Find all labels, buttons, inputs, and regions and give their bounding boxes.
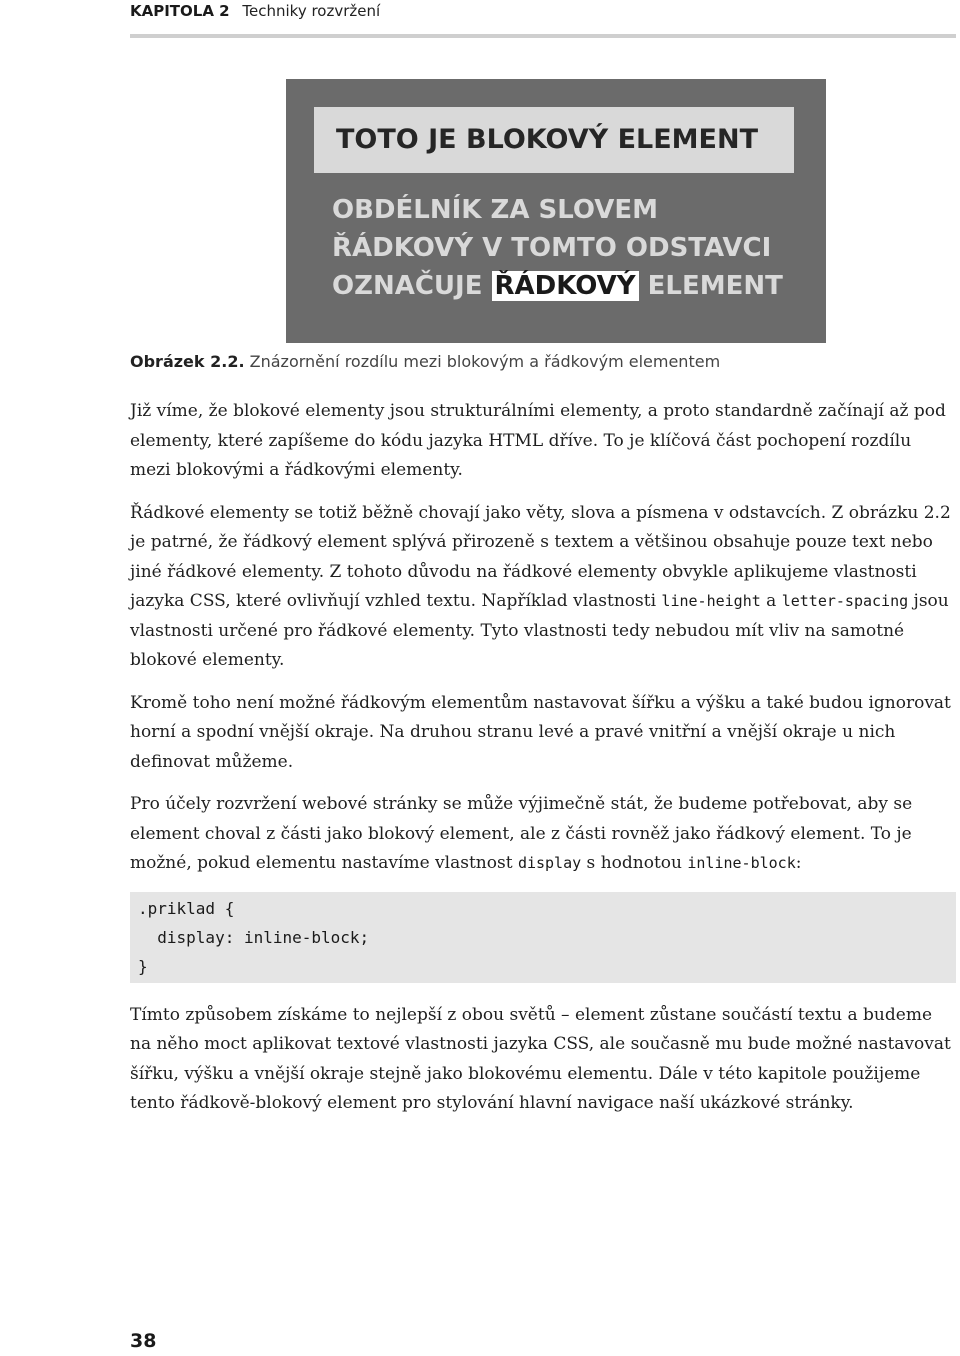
- inline-element-demo: [332, 191, 812, 305]
- page-number: 38: [130, 1330, 157, 1352]
- inline-line-2: ŘÁDKOVÝ V TOMTO ODSTAVCI: [332, 233, 772, 263]
- paragraph-1: Již víme, že blokové elementy jsou strukturálními elementy, a proto standardně začínají až pod elementy, které zapíšeme do kódu jazyka HTML dříve. To je klíčová část pochopení rozdílu mezi blokovými a řádkovými elementy.: [130, 401, 946, 480]
- paragraph-2: [130, 499, 956, 676]
- inline-line-1: OBDÉLNÍK ZA SLOVEM: [332, 195, 659, 225]
- figure-illustration: [286, 79, 826, 343]
- paragraph-4: [130, 790, 956, 879]
- inline-code-letter-spacing: letter-spacing: [781, 592, 909, 610]
- body-text: [130, 397, 956, 1132]
- caption-number: Obrázek 2.2.: [130, 352, 245, 371]
- paragraph-2-text-b: a: [760, 591, 782, 611]
- paragraph-5: Tímto způsobem získáme to nejlepší z obou světů – element zůstane součástí textu a budeme na něho moct aplikovat textové vlastnosti jazyka CSS, ale současně mu bude možné nastavovat šířku, výšku a vnější okraje stejně jako blokovému elementu. Dále v této kapitole použijeme tento řádkově-blokový element pro stylování hlavní navigace naší ukázkové stránky.: [130, 1004, 951, 1113]
- caption-text: Znázornění rozdílu mezi blokovým a řádkovým elementem: [249, 352, 721, 371]
- inline-highlight: ŘÁDKOVÝ: [492, 271, 639, 301]
- block-element-demo: TOTO JE BLOKOVÝ ELEMENT: [314, 107, 794, 173]
- paragraph-4-text-a: Pro účely rozvržení webové stránky se může výjimečně stát, že budeme potřebovat, aby se element choval z části jako blokový element, ale z části rovněž jako řádkový element. To je možné, pokud elementu nastavíme vlastnost: [130, 794, 913, 873]
- inline-code-line-height: line-height: [661, 592, 761, 610]
- paragraph-2-text-c: jsou vlastnosti určené pro řádkové elementy. Tyto vlastnosti tedy nebudou mít vliv na samotné blokové elementy.: [130, 591, 949, 670]
- inline-code-display: display: [517, 854, 582, 872]
- paragraph-4-text-b: s hodnotou: [581, 853, 688, 873]
- chapter-title: Techniky rozvržení: [242, 2, 381, 20]
- paragraph-4-text-c: :: [795, 853, 802, 873]
- figure-caption: [130, 350, 956, 374]
- inline-line-3-start: OZNAČUJE: [332, 271, 492, 301]
- inline-code-inline-block: inline-block: [687, 854, 796, 872]
- code-block: .priklad { display: inline-block; }: [130, 892, 956, 983]
- inline-line-3-end: ELEMENT: [638, 271, 783, 301]
- paragraph-2-text-a: Řádkové elementy se totiž běžně chovají jako věty, slova a písmena v odstavcích. Z obrázku 2.2 je patrné, že řádkový element splývá přirozeně s textem a většinou obsahuje pouze text nebo jiné řádkové elementy. Z tohoto důvodu na řádkové elementy obvykle aplikujeme vlastnosti jazyka CSS, které ovlivňují vzhled textu. Například vlastnosti: [130, 502, 951, 611]
- paragraph-3: Kromě toho není možné řádkovým elementům nastavovat šířku a výšku a také budou ignorovat horní a spodní vnější okraje. Na druhou stranu levé a pravé vnitřní a vnější okraje u nich definovat můžeme.: [130, 692, 951, 772]
- chapter-label: KAPITOLA 2: [130, 2, 230, 20]
- running-header: [130, 0, 956, 38]
- inline-line-3: [332, 267, 812, 305]
